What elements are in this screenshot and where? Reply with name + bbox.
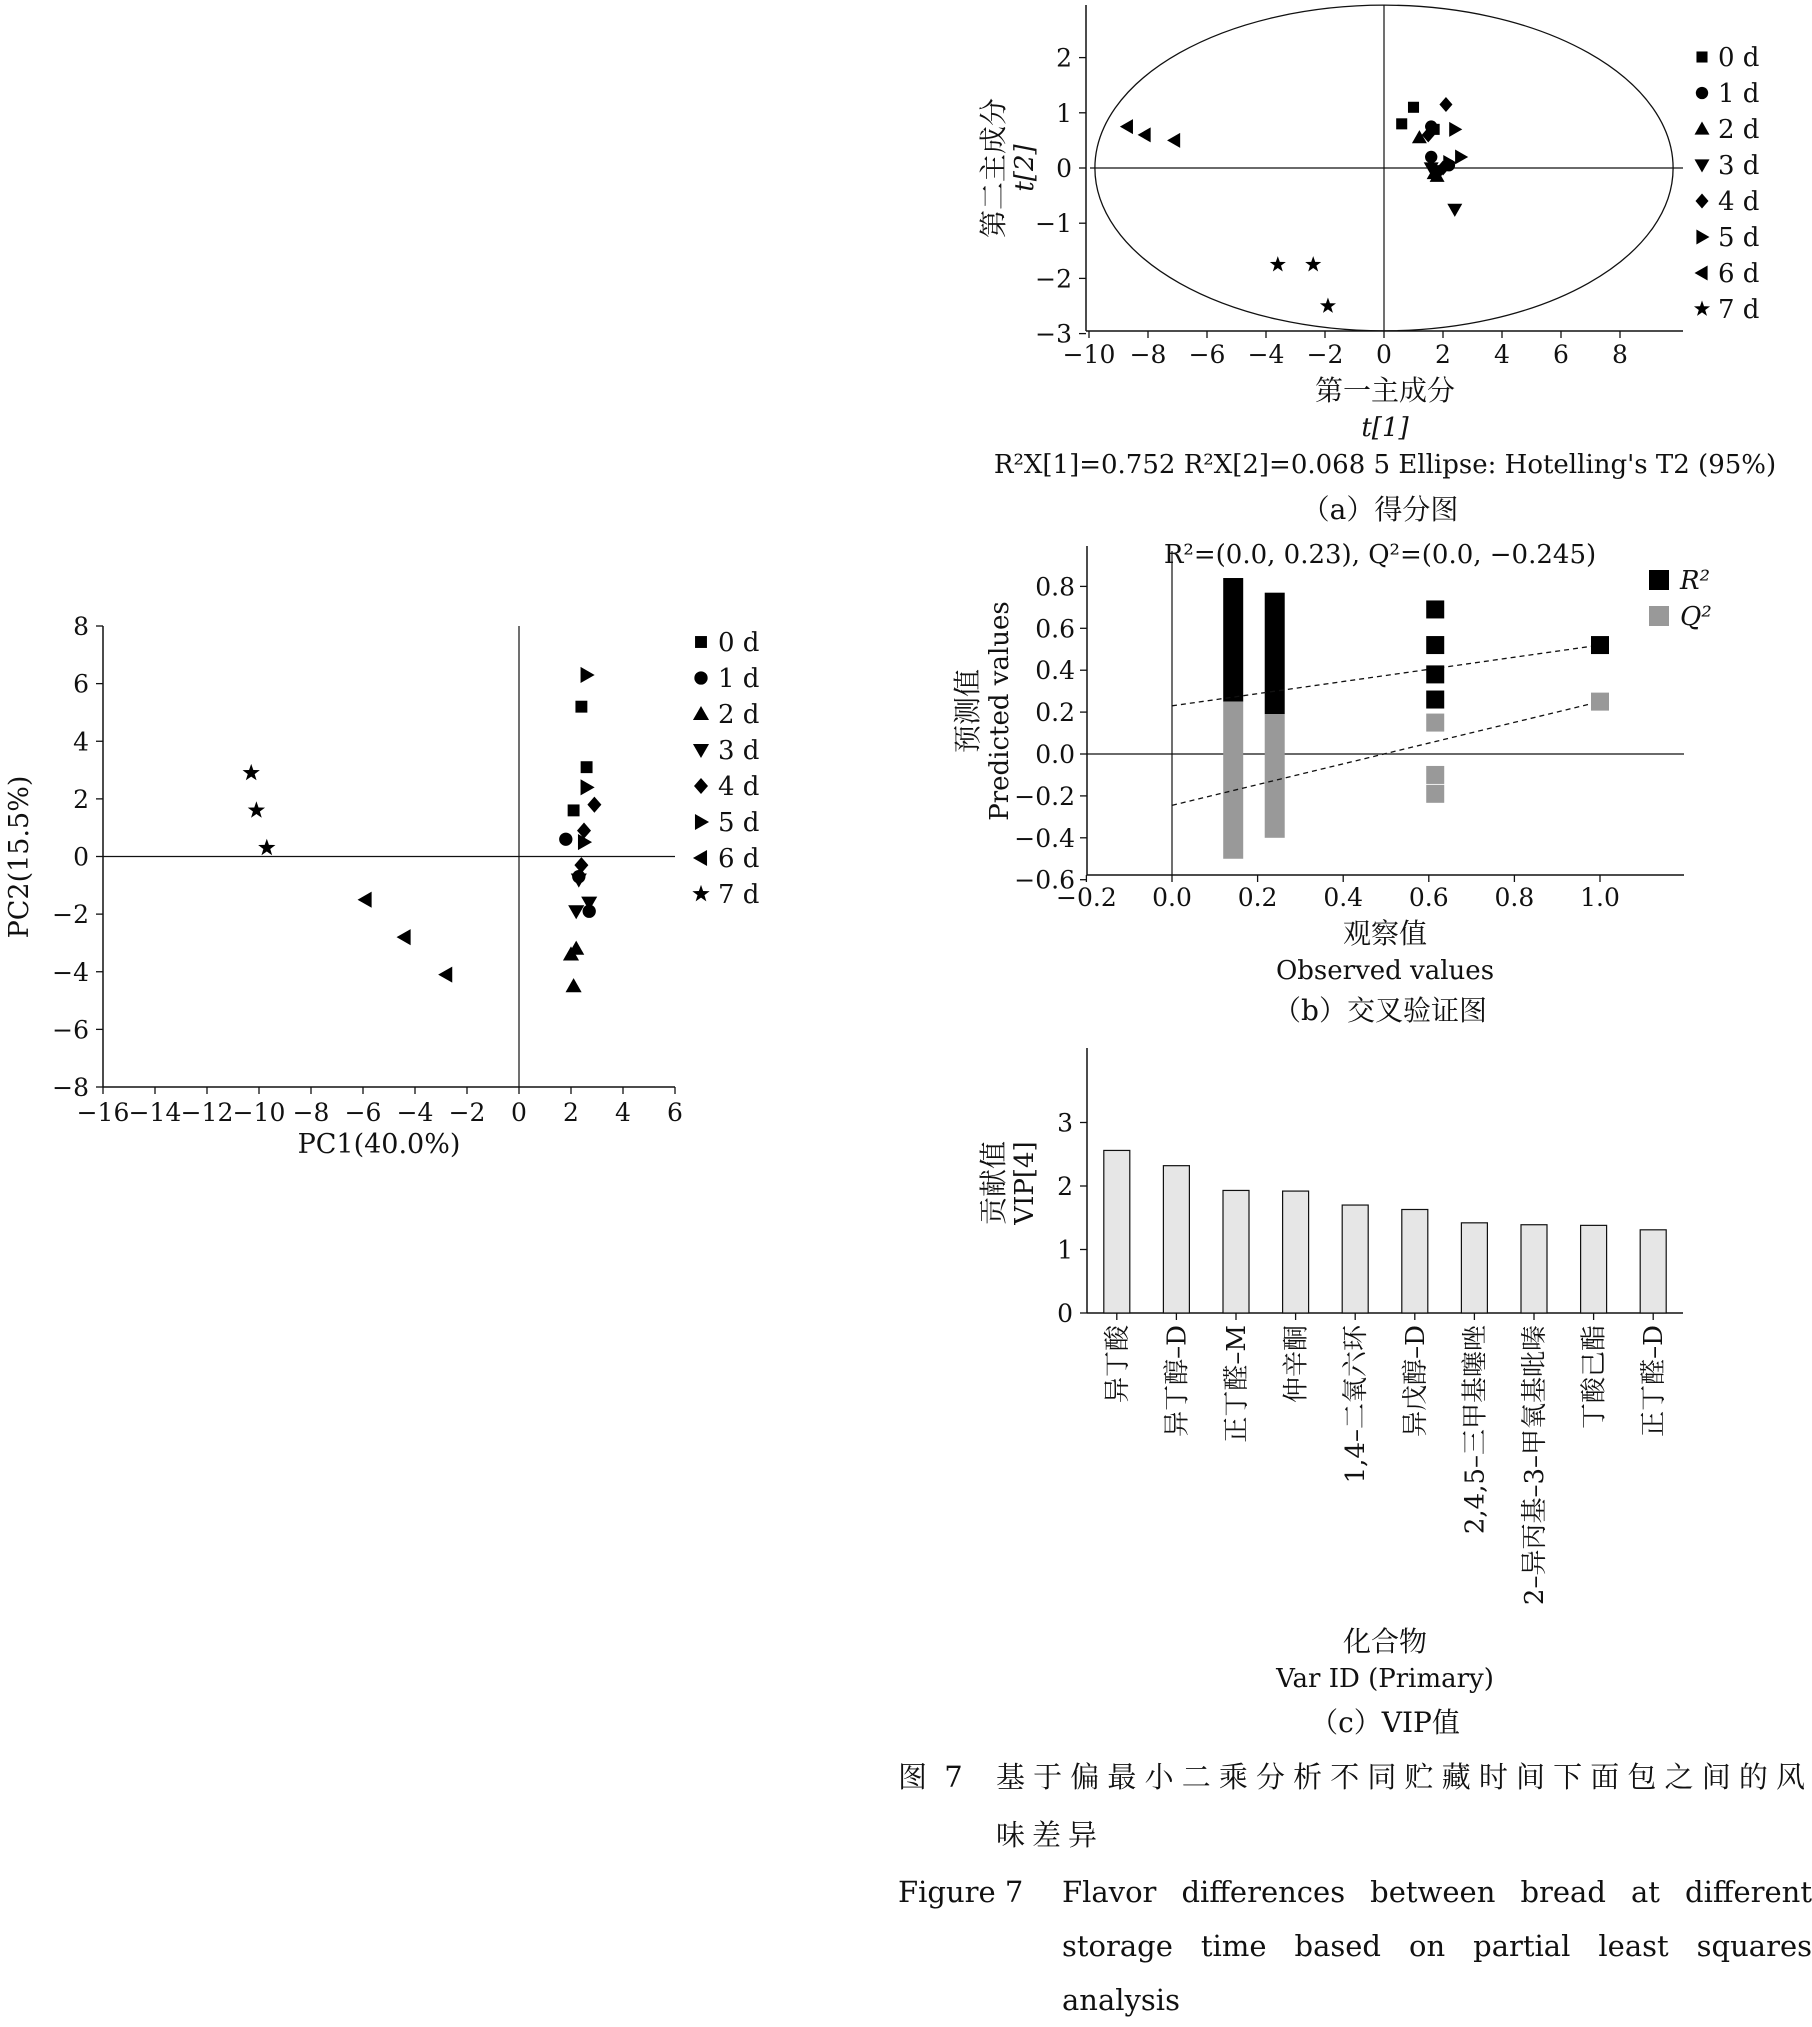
validation-bar [1265,714,1285,838]
pca-y-tick-label: 6 [73,669,89,699]
score-x-tick-label: −8 [1129,340,1167,369]
pca-legend-marker [692,885,709,901]
score-point [1120,119,1133,134]
score-y-tick-label: 2 [1056,43,1072,73]
score-legend-marker [1694,301,1710,316]
vip-y-tick-label: 1 [1057,1235,1073,1265]
score-y-tick-label: −3 [1035,319,1072,349]
pca-x-tick-label: 2 [563,1098,579,1127]
score-point [1138,127,1151,142]
validation-point [1591,636,1609,654]
score-legend-marker [1696,230,1709,245]
score-x-tick-label: 2 [1435,340,1451,369]
validation-y-axis-label: Predicted values [985,601,1015,821]
pca-point [397,929,411,945]
score-x-axis-label-cn: 第一主成分 [1314,374,1456,407]
caption-en-label: Figure 7 [898,1875,1024,1909]
vip-category-label: 正丁醛–D [1639,1325,1670,1437]
vip-x-axis-label: Var ID (Primary) [1276,1664,1494,1694]
pca-point [587,797,601,813]
pca-y-tick-label: 8 [73,612,89,641]
pca-x-tick-label: −12 [180,1098,234,1127]
pca-x-tick-label: 4 [615,1098,631,1127]
figure-caption-en [898,1865,1812,2027]
validation-legend-marker [1649,570,1669,590]
pca-y-tick-label: −2 [52,900,89,930]
pca-legend-marker [695,814,709,830]
vip-bar [1581,1225,1607,1313]
validation-x-tick-label: 0.0 [1152,883,1192,912]
vip-category-label: 异丁酸 [1102,1325,1133,1404]
vip-category-label: 正丁醛–M [1222,1325,1252,1443]
vip-y-axis-label-cn: 贡献值 [977,1140,1010,1226]
score-y-tick-label: 0 [1056,154,1072,183]
score-x-tick-label: −2 [1306,340,1344,369]
pca-legend-label: 7 d [718,880,760,910]
validation-bar [1265,593,1285,715]
validation-point [1426,766,1444,784]
validation-y-tick-label: −0.4 [1014,823,1075,853]
score-y-tick-label: −1 [1035,209,1072,239]
validation-point [1426,665,1444,683]
score-y-axis-label-cn: 第二主成分 [977,97,1010,239]
validation-y-tick-label: −0.6 [1014,865,1075,895]
validation-point [1426,714,1444,732]
pca-legend-marker [693,850,707,866]
score-point [1439,97,1452,112]
vip-bar [1521,1225,1547,1313]
score-x-tick-label: 0 [1376,340,1392,369]
vip-y-tick-label: 3 [1057,1108,1073,1138]
score-legend-label: 6 d [1718,259,1760,289]
validation-x-tick-label: 1.0 [1580,883,1620,912]
validation-y-tick-label: −0.2 [1014,781,1075,811]
validation-y-tick-label: 0.4 [1035,656,1075,686]
pca-x-tick-label: 6 [667,1098,683,1127]
figure-caption-cn [898,1748,1812,1864]
vip-y-tick-label: 0 [1057,1299,1073,1328]
pca-legend-marker [693,744,709,758]
vip-bar [1104,1150,1130,1313]
score-point [1449,122,1462,137]
validation-y-tick-label: 0.0 [1035,740,1075,769]
validation-y-tick-label: 0.2 [1035,698,1075,728]
score-point [1455,149,1468,164]
pca-x-tick-label: −10 [232,1098,286,1127]
score-legend-label: 1 d [1718,79,1760,109]
score-legend-marker [1696,51,1707,62]
validation-point [1426,785,1444,803]
vip-bar [1223,1190,1249,1313]
pca-x-tick-label: −6 [344,1098,382,1127]
pca-point [243,764,260,780]
vip-bar [1402,1209,1428,1313]
score-legend-marker [1695,266,1708,281]
score-y-axis-label: t[2] [1010,144,1040,192]
score-x-tick-label: 8 [1612,340,1628,369]
score-subtitle: （a）得分图 [1301,493,1459,526]
pca-point [581,761,593,773]
vip-bar [1640,1230,1666,1313]
score-point [1320,298,1336,313]
validation-title: R²=(0.0, 0.23), Q²=(0.0, −0.245) [1163,540,1597,570]
pca-x-tick-label: −4 [396,1098,434,1127]
validation-y-tick-label: 0.8 [1035,572,1075,602]
score-y-tick-label: 1 [1056,98,1072,128]
pca-point [358,892,372,908]
pca-legend-marker [693,706,709,720]
score-x-tick-label: −10 [1062,340,1116,369]
pca-point [559,833,572,846]
pca-scatter-chart [4,612,759,1160]
pca-legend-marker [694,778,708,794]
pca-y-tick-label: 4 [73,727,89,757]
score-legend-label: 3 d [1718,151,1760,181]
pca-legend-marker [694,671,707,684]
validation-point [1426,636,1444,654]
score-point [1167,133,1180,148]
vip-category-label: 异戊醇–D [1400,1325,1431,1437]
pca-point [581,667,595,683]
score-x-tick-label: 6 [1553,340,1569,369]
score-legend-label: 5 d [1718,223,1760,253]
score-variance-note: R²X[1]=0.752 R²X[2]=0.068 5 Ellipse: Hotelling's T2 (95%) [993,450,1777,480]
validation-legend-label: Q² [1680,602,1712,632]
pca-point [571,874,587,888]
pca-legend-label: 6 d [718,844,760,874]
pca-x-tick-label: 0 [511,1098,527,1127]
pca-point [438,967,452,983]
score-legend-label: 0 d [1718,43,1760,73]
pca-x-tick-label: −16 [76,1098,130,1127]
score-legend-label: 2 d [1718,115,1760,145]
validation-y-axis-label-cn: 预测值 [951,668,984,754]
vip-category-label: 2,4,5–三甲基噻唑 [1460,1325,1491,1535]
score-point [1396,118,1407,129]
score-point [1270,256,1286,271]
pca-x-axis-label: PC1(40.0%) [297,1129,461,1160]
score-legend-marker [1696,87,1708,99]
validation-bar [1223,578,1243,702]
pca-point [581,779,595,795]
score-x-tick-label: −4 [1247,340,1285,369]
validation-x-axis-label-cn: 观察值 [1342,917,1428,950]
score-plot-chart [977,5,1776,526]
vip-category-label: 异丁醇–D [1162,1325,1193,1437]
validation-x-tick-label: 0.2 [1237,883,1278,912]
pca-y-tick-label: −8 [52,1073,89,1102]
validation-point [1426,691,1444,709]
caption-en-text: Flavor differences between bread at different storage time based on partial least squares analysis [1062,1875,1812,2017]
score-x-tick-label: −6 [1188,340,1226,369]
validation-legend-marker [1649,606,1669,626]
validation-x-tick-label: −0.2 [1056,883,1117,912]
vip-category-label: 1,4–二氧六环 [1341,1325,1372,1484]
vip-bar [1283,1191,1309,1313]
validation-legend-label: R² [1680,566,1710,596]
pca-y-tick-label: −6 [52,1015,89,1045]
score-point [1305,256,1321,271]
validation-x-tick-label: 0.4 [1323,883,1364,912]
score-legend-marker [1696,194,1709,209]
pca-x-tick-label: −8 [292,1098,330,1127]
pca-x-tick-label: −2 [448,1098,486,1127]
caption-cn-text: 基于偏最小二乘分析不同贮藏时间下面包之间的风味差异 [996,1760,1812,1852]
score-legend-label: 4 d [1718,187,1760,217]
vip-y-tick-label: 2 [1057,1172,1073,1201]
vip-subtitle: （c）VIP值 [1310,1706,1460,1739]
validation-y-tick-label: 0.6 [1035,614,1075,644]
pca-point [575,701,587,713]
score-point [1447,204,1462,217]
score-point [1425,151,1437,163]
pca-point [568,804,580,816]
score-legend-label: 7 d [1718,295,1760,325]
vip-bar [1163,1166,1189,1313]
validation-point [1426,600,1444,618]
pca-y-tick-label: −4 [52,957,89,987]
score-legend-marker [1695,159,1710,172]
pca-legend-label: 1 d [718,664,760,694]
pca-y-tick-label: 2 [73,784,89,814]
validation-x-tick-label: 0.8 [1494,883,1535,912]
vip-bar [1461,1223,1487,1313]
validation-subtitle: （b）交叉验证图 [1273,994,1487,1027]
validation-x-axis-label: Observed values [1275,956,1495,986]
pca-legend-label: 3 d [718,736,760,766]
pca-y-axis-label: PC2(15.5%) [4,775,35,939]
pca-y-tick-label: 0 [73,842,89,872]
validation-point [1591,693,1609,711]
pca-point [568,905,584,919]
validation-bar [1223,702,1243,859]
score-y-tick-label: −2 [1035,264,1072,294]
pca-point [258,839,275,855]
vip-category-label: 丁酸己酯 [1579,1325,1610,1430]
vip-category-label: 仲辛酮 [1281,1325,1312,1404]
pca-point [248,801,265,817]
pca-legend-label: 0 d [718,628,760,658]
pca-legend-marker [695,636,707,648]
pca-legend-label: 2 d [718,700,760,730]
score-legend-marker [1695,122,1710,135]
score-x-axis-label: t[1] [1361,413,1409,443]
vip-x-axis-label-cn: 化合物 [1342,1625,1428,1658]
vip-bar [1342,1205,1368,1313]
pca-point [566,978,582,992]
pca-x-tick-label: −14 [128,1098,182,1127]
vip-bar-chart [977,1048,1683,1739]
validation-x-tick-label: 0.6 [1408,883,1449,912]
vip-category-label: 2–异丙基–3–甲氧基吡嗪 [1520,1325,1550,1606]
cross-validation-chart [951,540,1712,1027]
score-point [1408,102,1419,113]
score-x-tick-label: 4 [1494,340,1510,369]
vip-y-axis-label: VIP[4] [1010,1141,1040,1225]
pca-legend-label: 5 d [718,808,760,838]
pca-legend-label: 4 d [718,772,760,802]
caption-cn-label: 图 7 [898,1760,967,1794]
